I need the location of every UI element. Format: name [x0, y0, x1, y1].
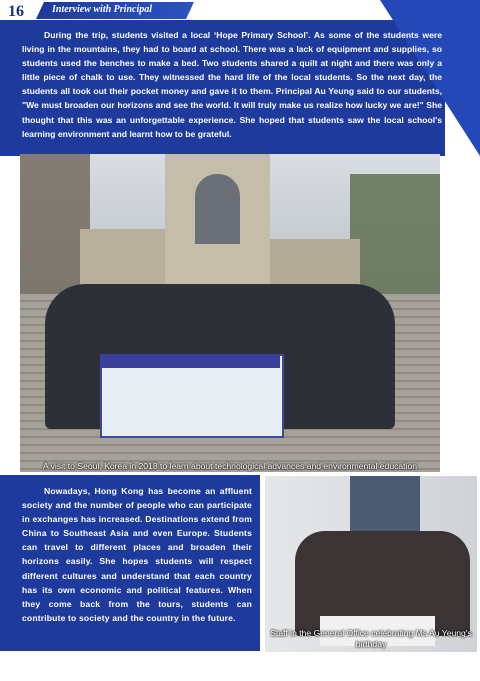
seoul-visit-photo [20, 154, 440, 472]
photo-banner-header [100, 354, 280, 368]
section-title: Interview with Principal [52, 4, 153, 15]
page-number: 16 [8, 3, 24, 20]
bottom-paragraph: Nowadays, Hong Kong has become an affluent society and the number of people who can participate in exchanges has increased. Destinations extend from China to Southeast Asia and even Europe. Students can travel to different places and broaden their horizons easily. She hopes students will respect different cultures and understand that each country has its own economic and political features. When they come back from the tours, students can contribute to society and the country in the future. [22, 486, 252, 623]
seoul-photo-caption: A visit to Seoul, Korea in 2018 to learn about technological advances and environmental education [42, 461, 418, 471]
photo-building-window [195, 174, 240, 244]
birthday-photo [265, 476, 477, 652]
birthday-photo-caption: Staff in the General Office celebrating Ms Au Yeung's birthday [270, 628, 472, 649]
top-paragraph: During the trip, students visited a local ‘Hope Primary School’. As some of the students were living in the mountains, they had to board at school. There was a lack of equipment and supplies, so students used the benches to make a bed. Two students shared a quilt at night and there was only a little piece of chalk to use. They witnessed the hard life of the local students. So the next day, the students all took out their pocket money and gave it to them. Principal Au Yeung said to our students, "We must broaden our horizons and see the world. It will truly make us realize how lucky we are!" She thought that this was an unforgettable experience. She hoped that students saw the local school's learning environment and learnt how to be grateful. [22, 30, 442, 139]
